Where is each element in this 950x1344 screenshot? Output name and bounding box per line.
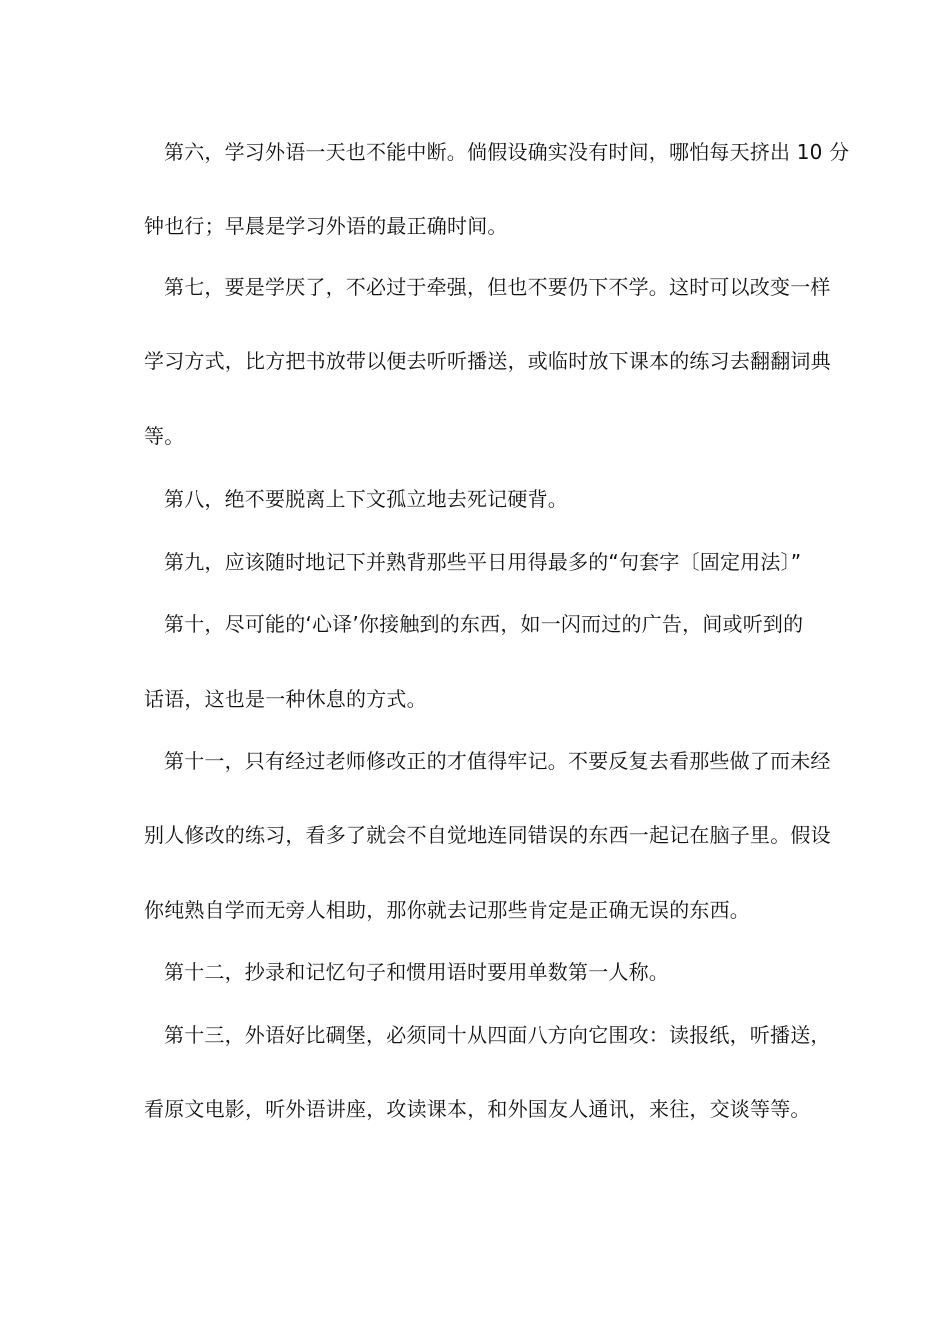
paragraph-8-line-1: 第八，绝不要脱离上下文孤立地去死记硬背。 (164, 487, 568, 511)
paragraph-10-line-2: 话语，这也是一种休息的方式。 (144, 687, 427, 711)
paragraph-11-line-2: 别人修改的练习，看多了就会不自觉地连同错误的东西一起记在脑子里。假设 (144, 823, 831, 847)
paragraph-7-line-1: 第七，要是学厌了，不必过于牵强，但也不要仍下不学。这时可以改变一样 (164, 275, 831, 299)
paragraph-13-line-2: 看原文电影，听外语讲座，攻读课本，和外国友人通讯，来往，交谈等等。 (144, 1097, 811, 1121)
paragraph-9-line-1: 第九，应该随时地记下并熟背那些平日用得最多的“句套字〔固定用法〕” (164, 550, 802, 574)
paragraph-7-line-3: 等。 (144, 424, 185, 448)
paragraph-13-line-1: 第十三，外语好比碉堡，必须同十从四面八方向它围攻：读报纸，听播送， (164, 1023, 831, 1047)
paragraph-11-line-1: 第十一，只有经过老师修改正的才值得牢记。不要反复去看那些做了而未经 (164, 749, 831, 773)
paragraph-6-line-1: 第六，学习外语一天也不能中断。倘假设确实没有时间，哪怕每天挤出 10 分 (164, 140, 850, 164)
paragraph-10-line-1: 第十，尽可能的‘心译’你接触到的东西，如一闪而过的广告，间或听到的 (164, 612, 804, 636)
paragraph-6-line-2: 钟也行；早晨是学习外语的最正确时间。 (144, 214, 508, 238)
paragraph-7-line-2: 学习方式，比方把书放带以便去听听播送，或临时放下课本的练习去翻翻词典 (144, 349, 831, 373)
paragraph-11-line-3: 你纯熟自学而无旁人相助，那你就去记那些肯定是正确无误的东西。 (144, 898, 750, 922)
paragraph-12-line-1: 第十二，抄录和记忆句子和惯用语时要用单数第一人称。 (164, 960, 669, 984)
